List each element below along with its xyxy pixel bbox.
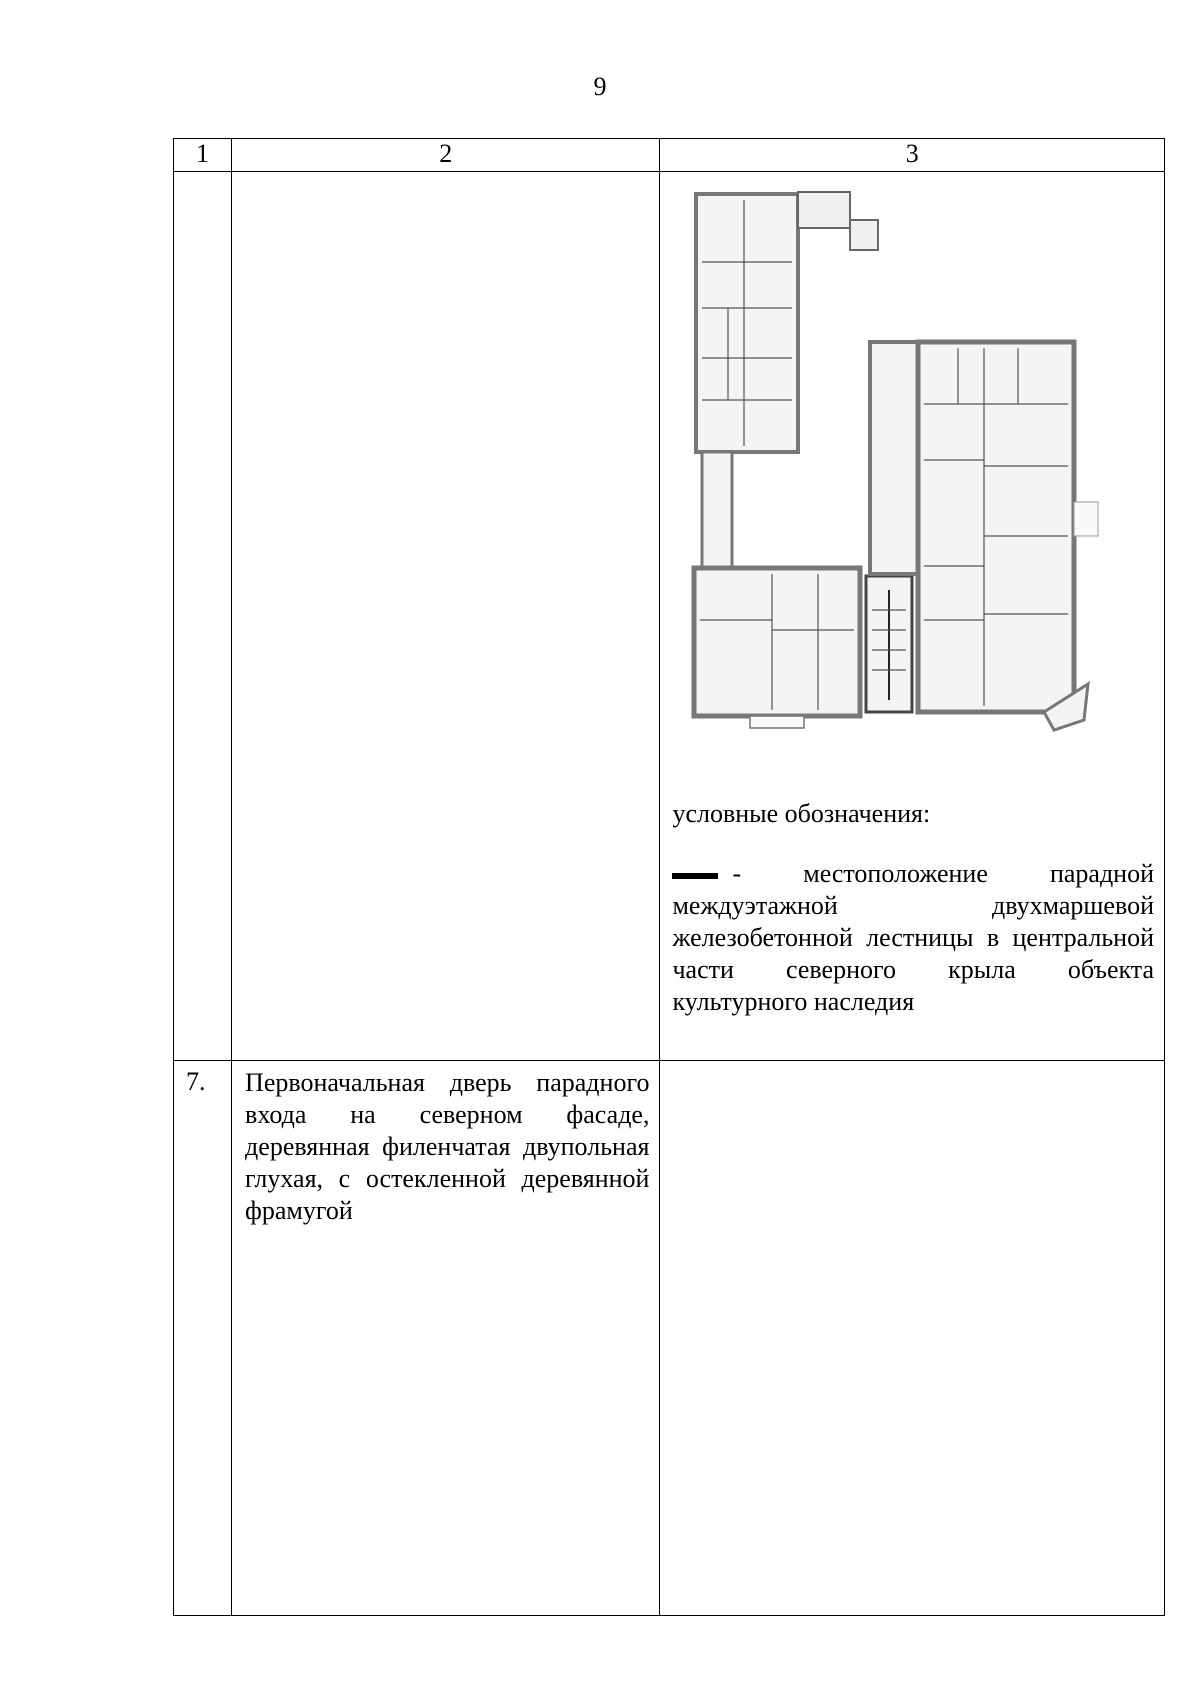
row-number-cell: 7. bbox=[174, 1061, 232, 1616]
row-description-cell bbox=[232, 172, 660, 1061]
stair-marker-swatch bbox=[672, 873, 718, 879]
legend-dash: - bbox=[732, 859, 742, 888]
legend-entry bbox=[672, 858, 1154, 1018]
row-illustration-cell bbox=[660, 172, 1165, 1061]
plan-legend bbox=[672, 798, 1154, 1018]
row-description-cell: Первоначальная дверь парадного входа на северном фасаде, деревянная филенчатая двупольная глухая, с остекленной деревянной фрамугой bbox=[232, 1061, 660, 1616]
floor-plan-drawing bbox=[688, 190, 1124, 770]
header-col-2: 2 bbox=[232, 139, 660, 172]
row-number-cell bbox=[174, 172, 232, 1061]
table-header-row bbox=[174, 139, 1165, 172]
header-col-3: 3 bbox=[660, 139, 1165, 172]
table-row bbox=[174, 172, 1165, 1061]
legend-title: условные обозначения: bbox=[672, 799, 931, 828]
page-number: 9 bbox=[593, 72, 607, 101]
table-row bbox=[174, 1061, 1165, 1616]
header-col-1: 1 bbox=[174, 139, 232, 172]
legend-entry-text: местоположение парадной междуэтажной двухмаршевой железобетонной лестницы в центральной части северного крыла объекта культурного наследия bbox=[672, 859, 1154, 1016]
row-illustration-cell bbox=[660, 1061, 1165, 1616]
monument-features-table bbox=[173, 138, 1165, 1616]
